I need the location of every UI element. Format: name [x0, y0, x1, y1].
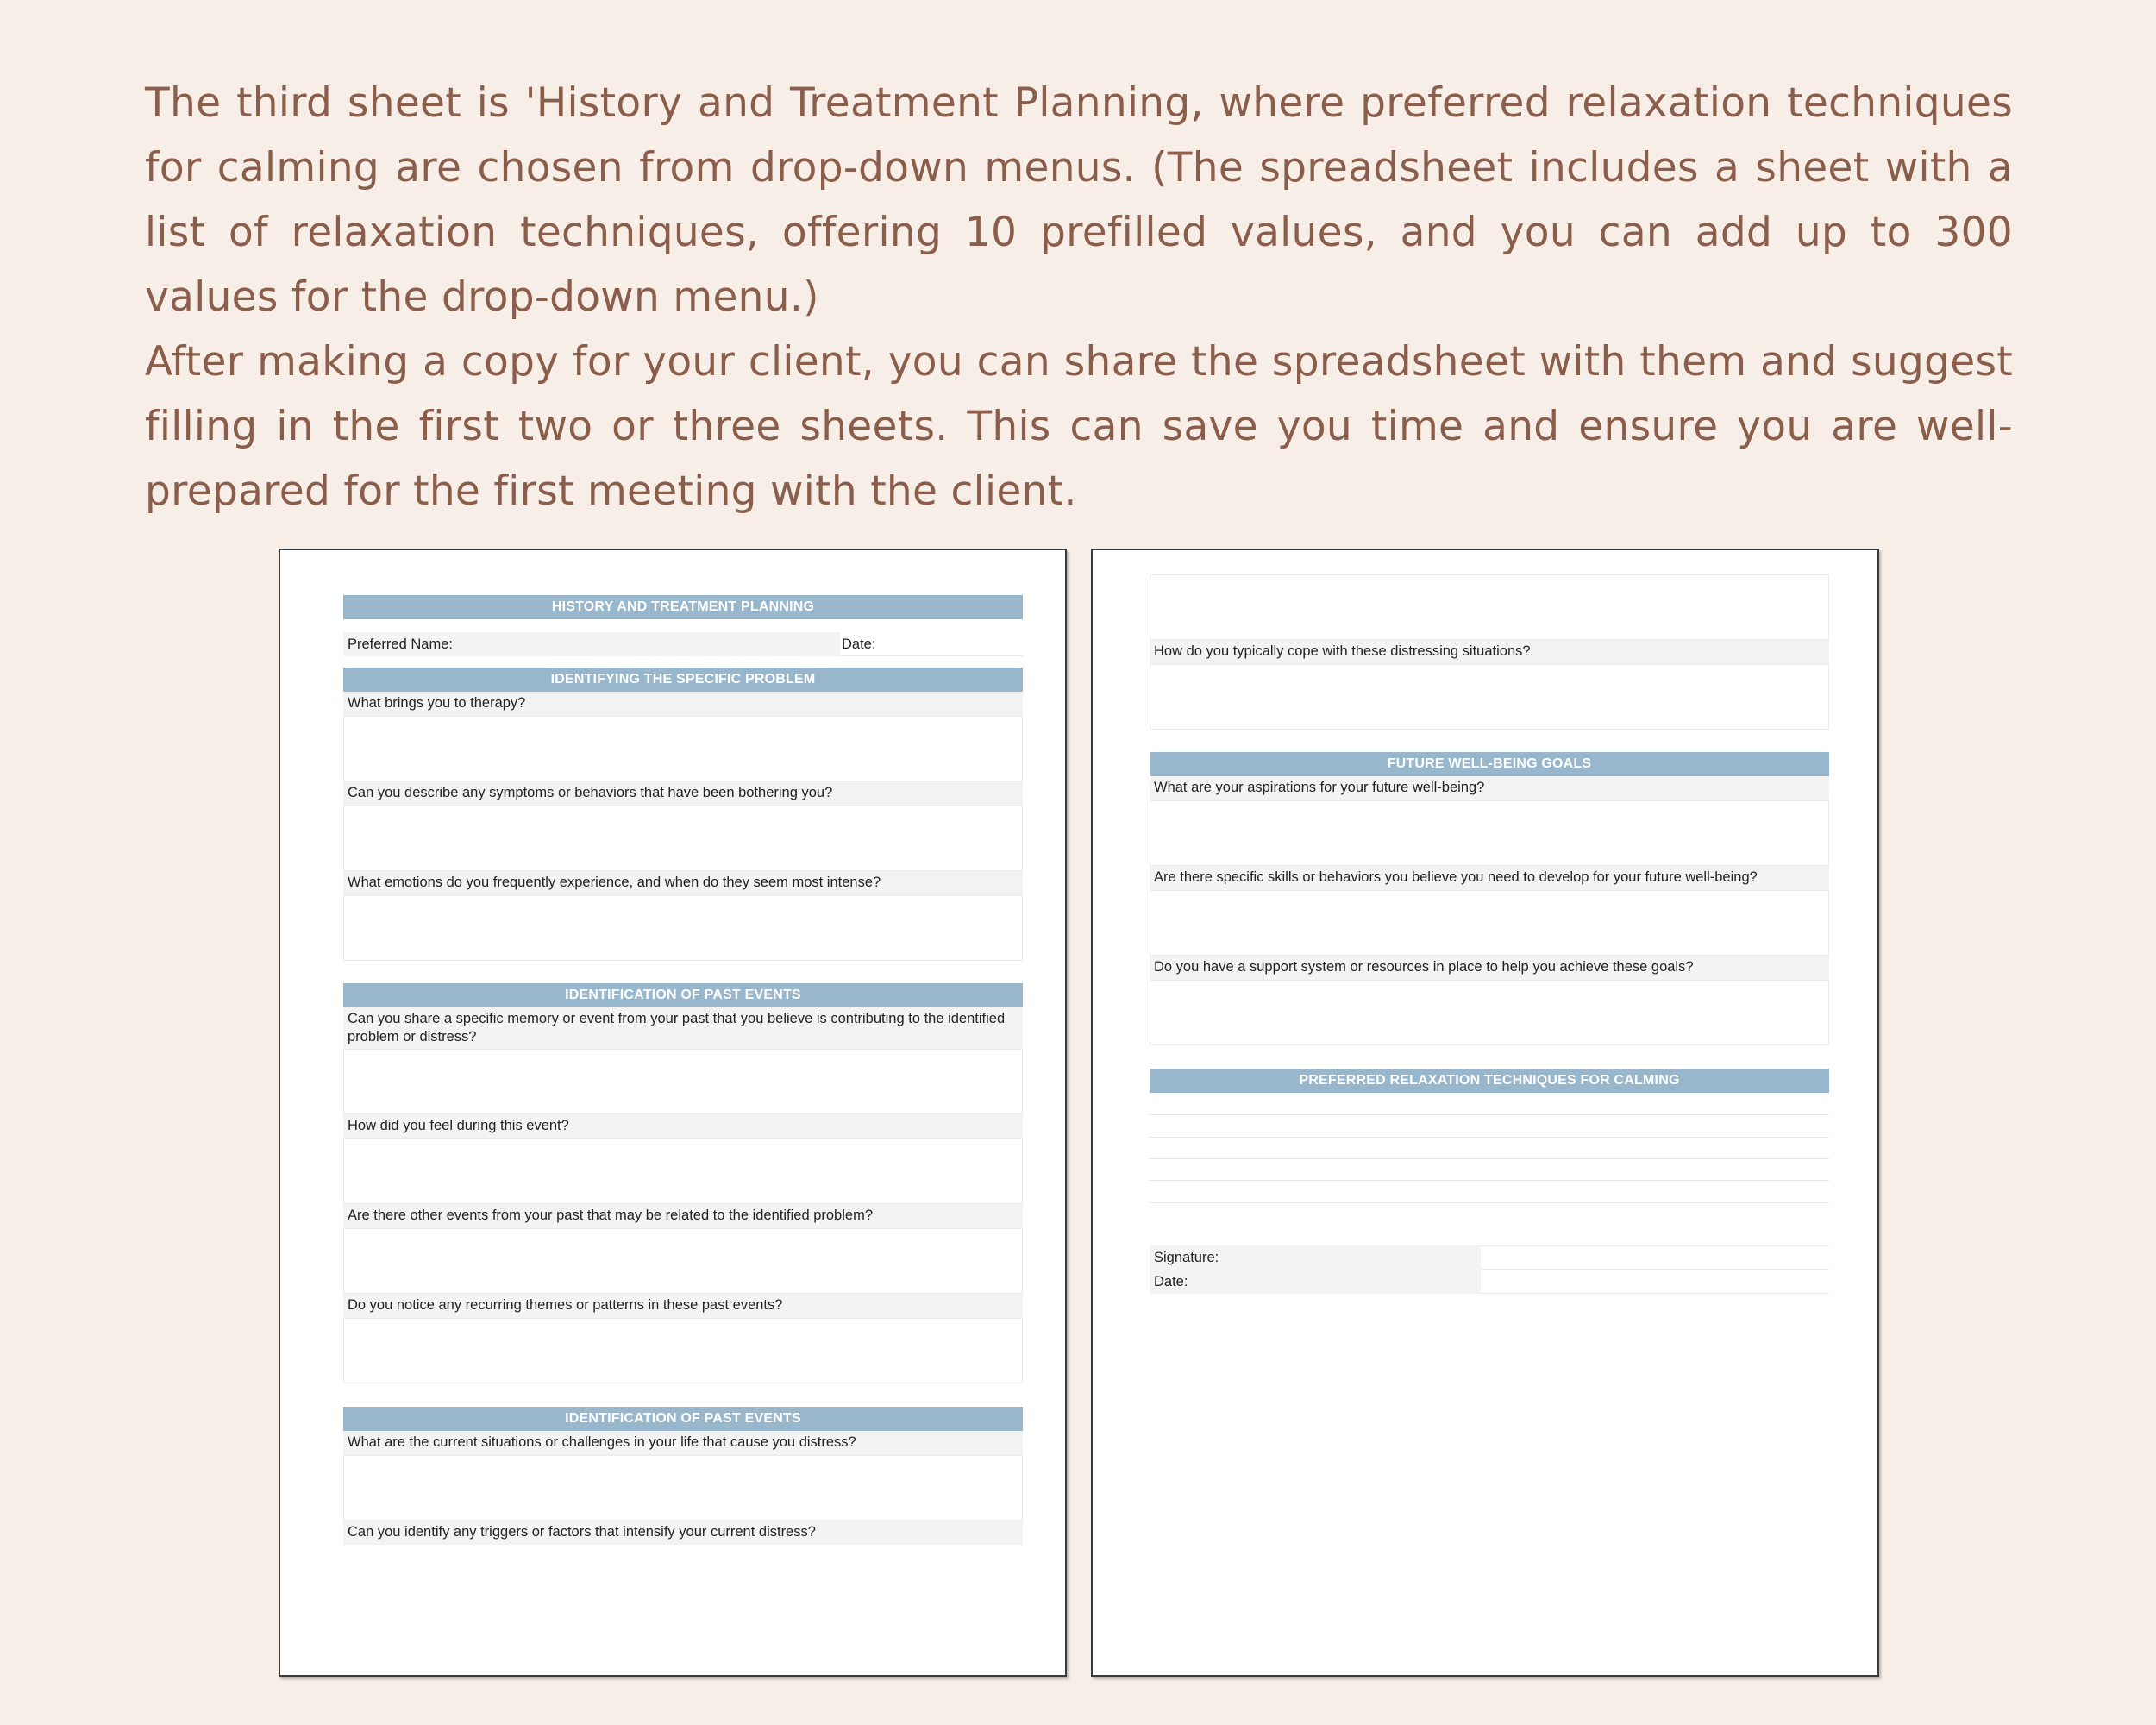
preferred-name-label: Preferred Name:: [343, 632, 840, 656]
preferred-name-date-cell[interactable]: [840, 632, 1023, 656]
answer-coping[interactable]: [1150, 664, 1829, 730]
signature-field[interactable]: [1481, 1245, 1829, 1270]
relaxation-row-1[interactable]: [1150, 1114, 1829, 1115]
question-support-system: Do you have a support system or resources in place to help you achieve these goals?: [1150, 956, 1829, 980]
sheet-title: HISTORY AND TREATMENT PLANNING: [343, 595, 1023, 619]
relaxation-row-5[interactable]: [1150, 1202, 1829, 1203]
intro-paragraph-2: After making a copy for your client, you can share the spreadsheet with them and suggest filling in the first two or three sheets. This can save you time and ensure you are well-prepared for the first meeting with the client.: [145, 338, 2013, 515]
question-specific-memory: Can you share a specific memory or event from your past that you believe is contributing to the identified problem or distress?: [343, 1007, 1023, 1049]
section-relaxation-header: PREFERRED RELAXATION TECHNIQUES FOR CALMING: [1150, 1069, 1829, 1093]
relaxation-row-4[interactable]: [1150, 1180, 1829, 1181]
intro-paragraph-1: The third sheet is 'History and Treatment Planning, where preferred relaxation techniques for calming are chosen from drop-down menus. (The spreadsheet includes a sheet with a list of relaxation techniques, offering 10 prefilled values, and you can add up to 300 values for the drop-down menu.): [145, 79, 2013, 321]
date-label: Date:: [842, 637, 876, 652]
question-brings-to-therapy: What brings you to therapy?: [343, 692, 1023, 716]
history-sheet-page-2: [1091, 549, 1879, 1677]
question-current-situations: What are the current situations or challenges in your life that cause you distress?: [343, 1431, 1023, 1455]
signature-label: Signature:: [1150, 1245, 1481, 1270]
relaxation-row-3[interactable]: [1150, 1158, 1829, 1159]
question-recurring-themes: Do you notice any recurring themes or patterns in these past events?: [343, 1294, 1023, 1318]
question-symptoms: Can you describe any symptoms or behaviors that have been bothering you?: [343, 781, 1023, 806]
history-sheet-page-1: [279, 549, 1067, 1677]
answer-aspirations[interactable]: [1150, 800, 1829, 866]
answer-emotions[interactable]: [343, 895, 1023, 961]
answer-other-events[interactable]: [343, 1228, 1023, 1294]
question-skills: Are there specific skills or behaviors you believe you need to develop for your future well-being?: [1150, 866, 1829, 890]
section-current-distress-header: IDENTIFICATION OF PAST EVENTS: [343, 1407, 1023, 1431]
signature-date-label: Date:: [1150, 1270, 1481, 1294]
intro-text: [145, 71, 2013, 524]
question-feel-during-event: How did you feel during this event?: [343, 1114, 1023, 1138]
question-triggers: Can you identify any triggers or factors that intensify your current distress?: [343, 1521, 1023, 1545]
section-specific-problem-header: IDENTIFYING THE SPECIFIC PROBLEM: [343, 668, 1023, 692]
answer-feel-during-event[interactable]: [343, 1138, 1023, 1204]
answer-symptoms[interactable]: [343, 806, 1023, 871]
section-past-events-header: IDENTIFICATION OF PAST EVENTS: [343, 983, 1023, 1007]
question-other-events: Are there other events from your past that may be related to the identified problem?: [343, 1204, 1023, 1228]
section-future-goals-header: FUTURE WELL-BEING GOALS: [1150, 752, 1829, 776]
answer-specific-memory[interactable]: [343, 1049, 1023, 1114]
relaxation-row-2[interactable]: [1150, 1137, 1829, 1138]
question-coping: How do you typically cope with these distressing situations?: [1150, 640, 1829, 664]
question-aspirations: What are your aspirations for your future well-being?: [1150, 776, 1829, 800]
question-emotions: What emotions do you frequently experience, and when do they seem most intense?: [343, 871, 1023, 895]
answer-support-system[interactable]: [1150, 980, 1829, 1045]
answer-brings-to-therapy[interactable]: [343, 716, 1023, 781]
answer-skills[interactable]: [1150, 890, 1829, 956]
answer-triggers[interactable]: [1150, 574, 1829, 640]
signature-date-field[interactable]: [1481, 1270, 1829, 1294]
answer-current-situations[interactable]: [343, 1455, 1023, 1521]
answer-recurring-themes[interactable]: [343, 1318, 1023, 1383]
